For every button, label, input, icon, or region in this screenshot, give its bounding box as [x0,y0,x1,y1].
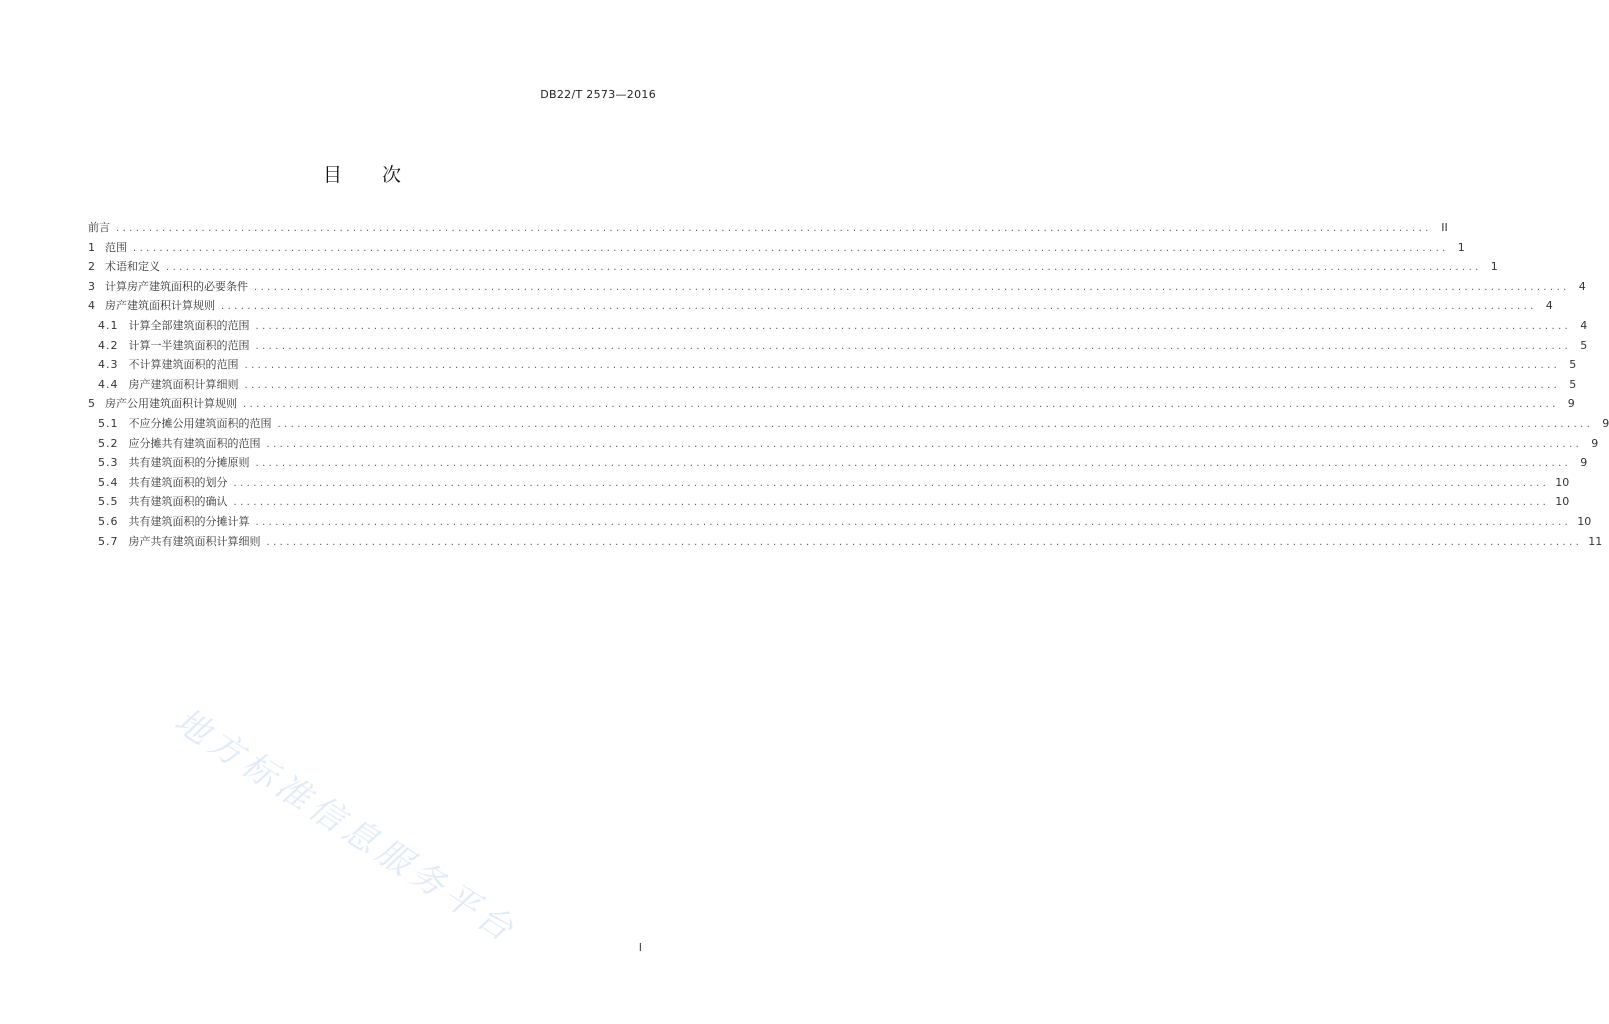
toc-entry-label: 不计算建筑面积的范围 [128,358,239,372]
page-number: I [638,941,642,954]
toc-entry-page: 11 [1588,534,1603,548]
toc-entry-page: 1 [1490,260,1498,274]
toc-entry-number: 5.1 [98,416,119,430]
toc-entry-number: 5.2 [98,436,119,450]
toc-entry-page: 9 [1602,416,1609,430]
toc-dot-leader: ........................................................................................................................................................................................................ [244,379,1561,391]
toc-entry-number: 5.3 [98,456,119,470]
title-char-left: 目 [322,164,342,186]
toc-entry-number: 4.2 [98,338,119,352]
toc-dot-leader: ........................................................................................................................................................................................................ [255,516,1572,528]
toc-entry-page: II [1441,221,1448,234]
toc-entry-label: 房产公用建筑面积计算规则 [105,397,237,411]
toc-dot-leader: ........................................................................................................................................................................................................ [255,340,1572,352]
standard-code: DB22/T 2573—2016 [540,88,656,101]
toc-entry[interactable] [88,395,1575,415]
toc-dot-leader: ........................................................................................................................................................................................................ [255,320,1572,332]
watermark: 地方标准信息服务平台 [167,700,525,953]
toc-entry-page: 9 [1580,456,1588,470]
toc-entry-label: 范围 [105,240,127,254]
toc-entry-number: 5.7 [98,534,119,548]
toc-entry-number: 4.4 [98,377,119,391]
toc-entry[interactable] [88,258,1498,278]
toc-dot-leader: ........................................................................................................................................................................................................ [116,223,1432,234]
toc-dot-leader: ........................................................................................................................................................................................................ [233,477,1550,489]
toc-entry[interactable] [88,317,1588,337]
toc-entry-number: 2 [88,260,95,274]
toc-entry[interactable] [88,376,1577,396]
toc-entry[interactable] [88,337,1588,357]
toc-dot-leader: ........................................................................................................................................................................................................ [221,301,1537,313]
toc-entry[interactable] [88,474,1570,494]
toc-entry-label: 房产建筑面积计算细则 [128,377,239,391]
toc-entry[interactable] [88,533,1603,553]
toc-entry-number: 5 [88,397,95,411]
toc-entry-number: 5.6 [98,514,119,528]
toc-entry[interactable] [88,297,1553,317]
toc-entry-page: 4 [1545,299,1553,313]
toc-entry-label: 共有建筑面积的确认 [128,495,228,509]
toc-entry-page: 5 [1569,358,1577,372]
toc-entry[interactable] [88,493,1570,513]
toc-entry[interactable] [88,278,1586,298]
toc-entry[interactable] [88,454,1588,474]
toc-entry-page: 5 [1569,377,1577,391]
toc-entry-label: 计算全部建筑面积的范围 [128,318,250,332]
toc-dot-leader: ........................................................................................................................................................................................................ [244,360,1561,372]
toc-dot-leader: ........................................................................................................................................................................................................ [266,536,1583,548]
toc-entry-page: 10 [1555,475,1570,489]
toc-dot-leader: ........................................................................................................................................................................................................ [233,497,1550,509]
toc-entry[interactable] [88,219,1448,239]
toc-entry[interactable] [88,435,1599,455]
toc-entry[interactable] [88,513,1592,533]
toc-dot-leader: ........................................................................................................................................................................................................ [255,458,1572,470]
toc-entry-label: 不应分摊公用建筑面积的范围 [128,416,272,430]
toc-entry[interactable] [88,239,1465,259]
toc-entry-number: 4 [88,299,95,313]
toc-entry-number: 1 [88,240,95,254]
toc-dot-leader: ........................................................................................................................................................................................................ [133,242,1449,254]
toc-entry-page: 4 [1578,279,1586,293]
toc-entry-label: 房产共有建筑面积计算细则 [128,534,261,548]
toc-entry-number: 4.3 [98,358,119,372]
page-title [0,160,724,187]
toc-entry-label: 应分摊共有建筑面积的范围 [128,436,261,450]
toc-entry[interactable] [88,415,1609,435]
toc-dot-leader: ........................................................................................................................................................................................................ [277,418,1594,430]
toc-dot-leader: ........................................................................................................................................................................................................ [166,262,1482,274]
toc-entry-page: 5 [1580,338,1588,352]
toc-entry[interactable] [88,356,1577,376]
toc-entry-label: 前言 [88,221,110,234]
toc-entry-number: 4.1 [98,318,119,332]
toc-entry-label: 计算房产建筑面积的必要条件 [105,279,248,293]
toc-entry-page: 10 [1577,514,1592,528]
toc-entry-label: 房产建筑面积计算规则 [105,299,215,313]
toc-entry-label: 共有建筑面积的分摊计算 [128,514,250,528]
toc-entry-number: 5.5 [98,495,119,509]
toc-dot-leader: ........................................................................................................................................................................................................ [254,281,1570,293]
toc-entry-label: 术语和定义 [105,260,160,274]
toc-dot-leader: ........................................................................................................................................................................................................ [266,438,1583,450]
toc-entry-label: 计算一半建筑面积的范围 [128,338,250,352]
toc-entry-number: 5.4 [98,475,119,489]
toc-entry-page: 1 [1457,240,1465,254]
toc-entry-page: 4 [1580,318,1588,332]
toc-entry-page: 9 [1591,436,1599,450]
toc-dot-leader: ........................................................................................................................................................................................................ [243,399,1559,411]
toc-entry-label: 共有建筑面积的分摊原则 [128,456,250,470]
toc-entry-label: 共有建筑面积的划分 [128,475,228,489]
toc-entry-page: 10 [1555,495,1570,509]
table-of-contents [88,219,1609,552]
toc-entry-number: 3 [88,279,95,293]
title-char-right: 次 [382,164,402,186]
toc-entry-page: 9 [1567,397,1575,411]
